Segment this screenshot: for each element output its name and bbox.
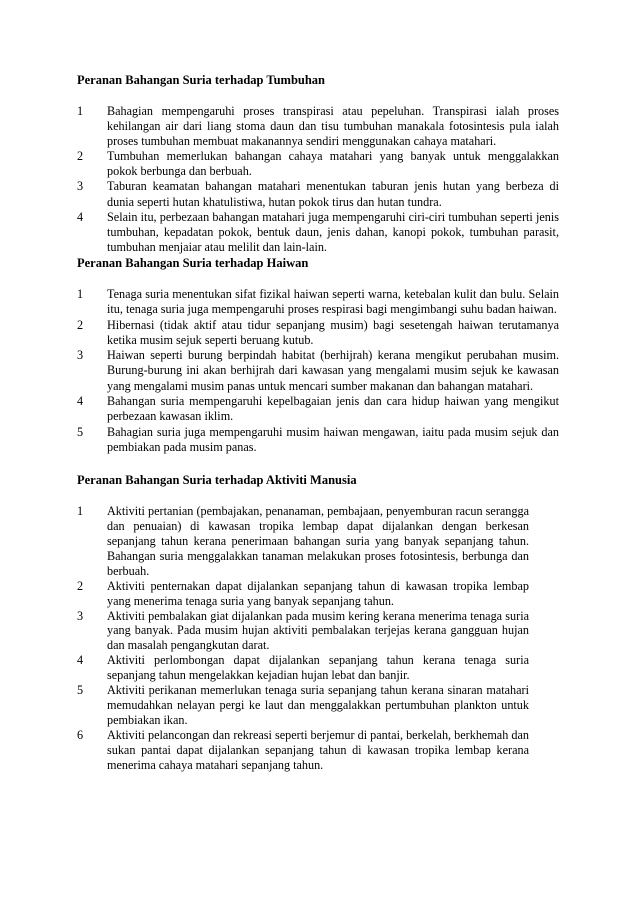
- item-text: Tenaga suria menentukan sifat fizikal haiwan seperti warna, ketebalan kulit dan bulu. Selain itu, tenaga suria juga mempengaruhi proses respirasi bagi mengimbangi suhu badan haiwan.: [107, 286, 559, 317]
- item-text: Selain itu, perbezaan bahangan matahari juga mempengaruhi ciri-ciri tumbuhan seperti jenis tumbuhan, kepadatan pokok, bentuk daun, jenis dahan, kanopi pokok, tumbuhan parasit, tumbuhan menjaiar atau melilit dan lain-lain.: [107, 209, 559, 254]
- item-number: 2: [77, 578, 84, 593]
- item-number: 1: [77, 104, 84, 118]
- item-text: Aktiviti perlombongan dapat dijalankan sepanjang tahun kerana tenaga suria sepanjang tahun mengelakkan kejadian hujan lebat dan banjir.: [107, 653, 529, 683]
- section-title: Peranan Bahangan Suria terhadap Tumbuhan: [77, 73, 326, 87]
- list-item: [77, 149, 638, 179]
- section-title: Peranan Bahangan Suria terhadap Aktiviti Manusia: [77, 473, 357, 488]
- item-number: 4: [77, 394, 84, 409]
- item-number: 2: [77, 317, 84, 332]
- item-text: Haiwan seperti burung berpindah habitat (berhijrah) kerana mengikut perubahan musim. Burung-burung ini akan berhijrah dari kawasan yang mengalami musim sejuk ke kawasan yang mengalami musim panas untuk mencari sumber makanan dan bahangan matahari.: [107, 348, 559, 393]
- list-item: [77, 394, 638, 425]
- item-number: 3: [77, 608, 84, 623]
- item-number: 4: [77, 209, 84, 224]
- item-text: Aktiviti pembalakan giat dijalankan pada musim kering kerana menerima tenaga suria yang banyak. Pada musim hujan aktiviti pembalakan terjejas kerana gangguan hujan dan masalah pengangkutan darat.: [107, 608, 529, 653]
- section-title: Peranan Bahangan Suria terhadap Haiwan: [77, 255, 309, 270]
- item-text: Aktiviti penternakan dapat dijalankan sepanjang tahun di kawasan tropika lembap yang menerima tenaga suria yang banyak sepanjang tahun.: [107, 578, 529, 608]
- item-number: 3: [77, 179, 84, 194]
- item-text: Aktiviti pertanian (pembajakan, penanaman, pembajaan, penyemburan racun serangga dan penuaian) di kawasan tropika lembap dapat dijalankan dengan berkesan sepanjang tahun kerana penerimaan bahangan suria yang banyak sepanjang tahun. Bahangan suria menggalakkan tanaman melakukan proses fotosintesis, berbunga dan berbuah.: [107, 504, 529, 578]
- list-item: [77, 318, 638, 349]
- list-item: [77, 287, 638, 318]
- item-number: 2: [77, 149, 84, 164]
- item-number: 1: [77, 286, 84, 301]
- item-text: Taburan keamatan bahangan matahari menentukan taburan jenis hutan yang berbeza di dunia seperti hutan khatulistiwa, hutan pokok tirus dan hutan tundra.: [107, 179, 559, 209]
- item-number: 6: [77, 727, 84, 742]
- item-number: 5: [77, 683, 84, 698]
- list-item: [77, 210, 638, 255]
- list-item: [77, 104, 638, 149]
- item-number: 1: [77, 504, 84, 519]
- item-text: Bahagian mempengaruhi proses transpirasi atau pepeluhan. Transpirasi ialah proses kehilangan air dari liang stoma daun dan tisu tumbuhan manakala fotosintesis pula ialah proses tumbuhan membuat makanannya sendiri menggunakan cahaya matahari.: [107, 104, 559, 149]
- section-aktiviti-manusia: [77, 472, 638, 772]
- item-text: Bahagian suria juga mempengaruhi musim haiwan mengawan, iaitu pada musim sejuk dan pembiakan pada musim panas.: [107, 424, 559, 454]
- item-text: Bahangan suria mempengaruhi kepelbagaian jenis dan cara hidup haiwan yang mengikut perbezaan kawasan iklim.: [107, 394, 559, 424]
- item-number: 5: [77, 424, 84, 439]
- list-item: [77, 728, 638, 773]
- numbered-list: [77, 287, 638, 455]
- list-item: [77, 653, 638, 683]
- list-item: [77, 425, 638, 456]
- section-tumbuhan: [77, 72, 638, 255]
- list-item: [77, 609, 638, 654]
- numbered-list: [77, 104, 638, 255]
- numbered-list: [77, 504, 638, 772]
- section-haiwan: [77, 255, 638, 455]
- item-number: 3: [77, 348, 84, 363]
- item-text: Aktiviti perikanan memerlukan tenaga suria sepanjang tahun kerana sinaran matahari memudahkan nelayan pergi ke laut dan menggalakkan pertumbuhan plankton untuk pembiakan ikan.: [107, 683, 529, 727]
- item-number: 4: [77, 653, 84, 668]
- item-text: Aktiviti pelancongan dan rekreasi seperti berjemur di pantai, berkelah, berkhemah dan sukan pantai dapat dijalankan sepanjang tahun di kawasan tropika lembap kerana menerima cahaya matahari sepanjang tahun.: [107, 727, 529, 772]
- item-text: Hibernasi (tidak aktif atau tidur sepanjang musim) bagi sesetengah haiwan terutamanya ketika musim sejuk seperti beruang kutub.: [107, 317, 559, 347]
- list-item: [77, 348, 638, 394]
- list-item: [77, 179, 638, 209]
- list-item: [77, 579, 638, 609]
- list-item: [77, 683, 638, 728]
- item-text: Tumbuhan memerlukan bahangan cahaya matahari yang banyak untuk menggalakkan pokok berbunga dan berbuah.: [107, 149, 559, 179]
- list-item: [77, 504, 638, 579]
